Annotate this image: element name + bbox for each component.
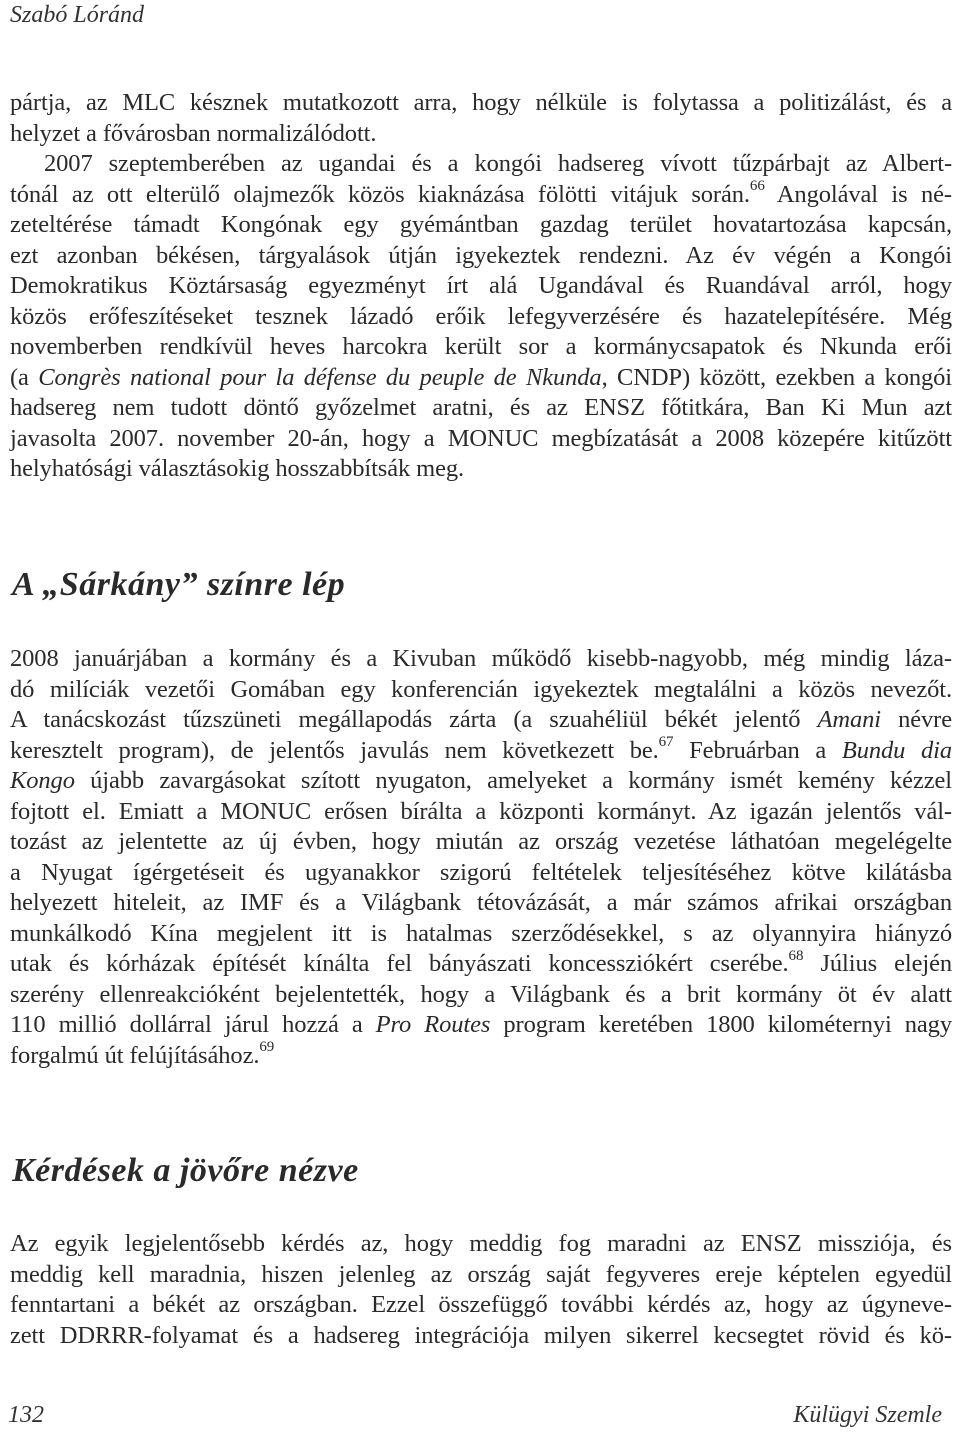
text-run: Július elején	[803, 950, 952, 977]
text-line	[10, 1041, 952, 1072]
text-line: zeteltérése támadt Kongónak egy gyémántban gazdag terület hovatartozása kapcsán,	[10, 211, 952, 238]
page-number: 132	[8, 1402, 44, 1428]
italic-org-name: Congrès national pour la défense du peuple de Nkunda	[38, 363, 602, 391]
text-line: szerény ellenreakcióként bejelentették, hogy a Világbank és a brit kormány öt év alatt	[10, 980, 952, 1008]
section-heading-kerdesek: Kérdések a jövőre nézve	[12, 1152, 359, 1189]
text-line: 2008 januárjában a kormány és a Kivuban működő kisebb-nagyobb, még mindig láza-	[10, 645, 952, 672]
text-line: hadsereg nem tudott döntő győzelmet aratni, és az ENSZ főtitkára, Ban Ki Mun azt	[10, 394, 952, 421]
text-line: ezt azonban békésen, tárgyalások útján igyekeztek rendezni. Az év végén a Kongói	[10, 241, 952, 269]
text-run: keresztelt program), de jelentős javulás nem következett be.	[10, 736, 659, 764]
text-line: novemberben rendkívül heves harcokra került sor a kormánycsapatok és Nkunda erői	[10, 333, 952, 360]
paragraph-section1	[10, 644, 952, 1071]
text-run: névre	[880, 706, 952, 733]
text-run: Angolával is né-	[776, 180, 952, 208]
text-line: Demokratikus Köztársaság egyezményt írt alá Ugandával és Ruandával arról, hogy	[10, 272, 952, 299]
text-run: Februárban a	[673, 736, 842, 764]
text-line	[10, 736, 952, 767]
journal-title: Külügyi Szemle	[793, 1402, 942, 1428]
text-line	[10, 705, 952, 736]
section-heading-sarkany: A „Sárkány” színre lép	[12, 566, 346, 603]
text-line: helyezett hiteleit, az IMF és a Világbank tétovázását, a már számos afrikai országban	[10, 889, 952, 916]
text-line	[10, 363, 952, 394]
text-line: a Nyugat ígérgetéseit és ugyanakkor szigorú feltételek teljesítéséhez kötve kilátásba	[10, 858, 952, 886]
text-run: program keretében 1800 kilométernyi nagy	[490, 1011, 952, 1038]
text-line: közös erőfeszítéseket tesznek lázadó erőik lefegyverzésére és hazatelepítésére. Még	[10, 302, 952, 330]
text-line	[10, 180, 952, 211]
text-line: zett DDRRR-folyamat és a hadsereg integrációja milyen sikerrel kecsegtet rövid és kö-	[10, 1321, 952, 1349]
text-run: 110 millió dollárral járul hozzá a	[10, 1011, 376, 1038]
text-run: (a	[10, 363, 39, 391]
text-line: Az egyik legjelentősebb kérdés az, hogy meddig fog maradni az ENSZ missziója, és	[10, 1230, 952, 1257]
text-line: meddig kell maradnia, hiszen jelenleg az ország saját fegyveres ereje képtelen egyedül	[10, 1260, 952, 1288]
text-line: tozást az jelentette az új évben, hogy miután az ország vezetése láthatóan megelégelte	[10, 828, 952, 855]
italic-term-amani: Amani	[817, 706, 881, 733]
footnote-ref-69[interactable]: 69	[259, 1039, 275, 1056]
italic-org-kongo: Kongo	[10, 767, 75, 794]
text-line	[10, 766, 952, 797]
text-run: forgalmú út felújításához.	[10, 1041, 260, 1069]
text-line: javasolta 2007. november 20-án, hogy a MONUC megbízatását a 2008 közepére kitűzött	[10, 424, 952, 452]
text-line: fenntartani a békét az országban. Ezzel összefüggő további kérdés az, hogy az úgyneve-	[10, 1291, 952, 1318]
text-line	[10, 1010, 952, 1041]
paragraph-intro	[10, 88, 952, 485]
text-line: 2007 szeptemberében az ugandai és a kongói hadsereg vívott tűzpárbajt az Albert-	[44, 150, 952, 177]
paragraph-section2	[10, 1229, 952, 1351]
text-line: pártja, az MLC késznek mutatkozott arra, hogy nélküle is folytassa a politizálást, és a	[10, 89, 952, 116]
footnote-ref-68[interactable]: 68	[788, 947, 804, 964]
text-line: helyzet a fővárosban normalizálódott.	[10, 119, 377, 147]
footnote-ref-66[interactable]: 66	[749, 178, 765, 195]
text-run: , CNDP) között, ezekben a kongói	[601, 363, 953, 391]
italic-program-name: Pro Routes	[375, 1011, 491, 1038]
footnote-ref-67[interactable]: 67	[658, 734, 674, 751]
text-run: újabb zavargásokat szított nyugaton, amelyeket a kormány ismét kemény kézzel	[74, 767, 952, 794]
text-run: utak és kórházak építését kínálta fel bányászati koncessziókért cserébe.	[10, 950, 789, 977]
text-line: helyhatósági választásokig hosszabbítsák meg.	[10, 455, 465, 482]
text-line: fojtott el. Emiatt a MONUC erősen bírálta a központi kormányt. Az igazán jelentős vál-	[10, 797, 952, 825]
text-run: tónál az ott elterülő olajmezők közös kiaknázása fölötti vitájuk során.	[10, 180, 750, 208]
running-head-author: Szabó Lóránd	[10, 2, 145, 28]
text-line	[10, 949, 952, 980]
text-line: dó milíciák vezetői Gomában egy konferencián igyekeztek megtalálni a közös nevezőt.	[10, 675, 952, 703]
italic-org-bundu: Bundu dia	[841, 736, 952, 764]
text-run: A tanácskozást tűzszüneti megállapodás zárta (a szuahéliül békét jelentő	[10, 706, 818, 733]
text-line: munkálkodó Kína megjelent itt is hatalmas szerződésekkel, s az olyannyira hiányzó	[10, 919, 952, 947]
